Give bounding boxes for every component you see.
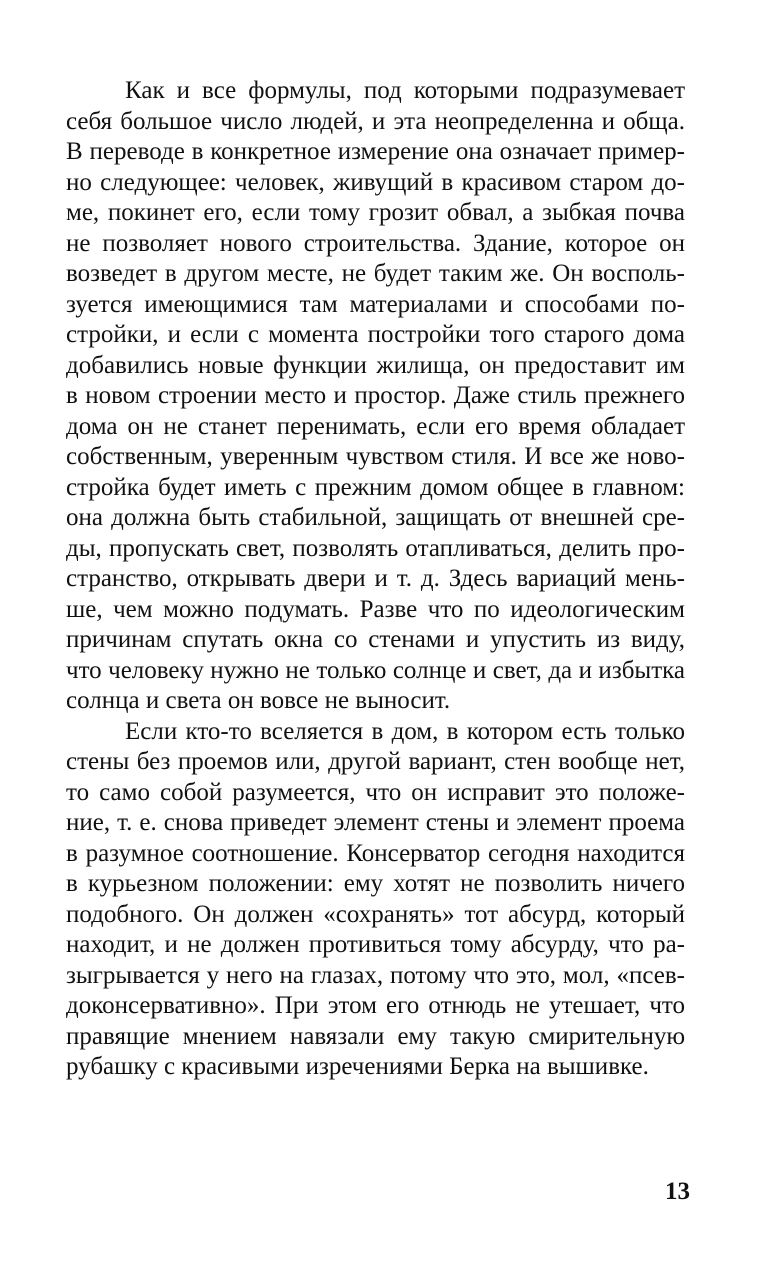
text-line: дома он не станет перенимать, если его время обладает xyxy=(66,412,685,440)
text-line: себя большое число людей, и эта неопределенна и обща. xyxy=(66,107,685,135)
text-line: Как и все формулы, под которыми подразумевает xyxy=(125,77,685,104)
text-line: собственным, уверенным чувством стиля. И все же ново- xyxy=(66,443,685,470)
text-line: добавились новые функции жилища, он предоставит им xyxy=(66,351,685,379)
text-line: ме, покинет его, если тому грозит обвал, а зыбкая почва xyxy=(66,199,685,226)
text-line: в разумное соотношение. Консерватор сегодня находится xyxy=(66,839,685,867)
text-line: солнца и света он вовсе не выносит. xyxy=(66,687,451,714)
text-line: правящие мнением навязали ему такую смирительную xyxy=(66,1022,685,1050)
text-line: не позволяет нового строительства. Здание, которое он xyxy=(66,229,685,257)
text-line: причинам спутать окна со стенами и упустить из виду, xyxy=(66,626,685,653)
paragraph-2 xyxy=(66,717,685,1083)
text-line: ше, чем можно подумать. Разве что по идеологическим xyxy=(66,595,685,623)
text-line: стройки, и если с момента постройки того старого дома xyxy=(66,321,685,348)
text-line: доконсервативно». При этом его отнюдь не утешает, что xyxy=(66,992,685,1019)
paragraph-1 xyxy=(66,76,685,717)
body-text xyxy=(66,76,685,1083)
text-line: зуется имеющимися там материалами и способами по- xyxy=(66,290,685,318)
text-line: что человеку нужно не только солнце и свет, да и избытка xyxy=(66,656,685,684)
text-line: рубашку с красивыми изречениями Берка на вышивке. xyxy=(66,1053,649,1080)
text-line: зыгрывается у него на глазах, потому что это, мол, «псев- xyxy=(66,961,685,989)
page-number: 13 xyxy=(665,1178,690,1205)
text-line: то само собой разумеется, что он исправит это положе- xyxy=(66,778,685,806)
text-line: ние, т. е. снова приведет элемент стены и элемент проема xyxy=(66,809,685,836)
text-line: стены без проемов или, другой вариант, стен вообще нет, xyxy=(66,748,685,775)
text-line: но следующее: человек, живущий в красивом старом до- xyxy=(66,168,685,196)
text-line: подобного. Он должен «сохранять» тот абсурд, который xyxy=(66,900,685,928)
text-line: стройка будет иметь с прежним домом общее в главном: xyxy=(66,473,685,501)
text-line: в курьезном положении: ему хотят не позволить ничего xyxy=(66,870,685,897)
text-line: Если кто-то вселяется в дом, в котором есть только xyxy=(125,717,685,745)
text-line: находит, и не должен противиться тому абсурду, что ра- xyxy=(66,931,685,958)
text-line: В переводе в конкретное измерение она означает пример- xyxy=(66,138,685,165)
text-line: она должна быть стабильной, защищать от внешней сре- xyxy=(66,504,685,531)
text-line: странство, открывать двери и т. д. Здесь вариаций мень- xyxy=(66,565,685,592)
text-line: в новом строении место и простор. Даже стиль прежнего xyxy=(66,382,685,409)
text-line: ды, пропускать свет, позволять отапливаться, делить про- xyxy=(66,534,685,562)
text-line: возведет в другом месте, не будет таким же. Он восполь- xyxy=(66,260,685,287)
